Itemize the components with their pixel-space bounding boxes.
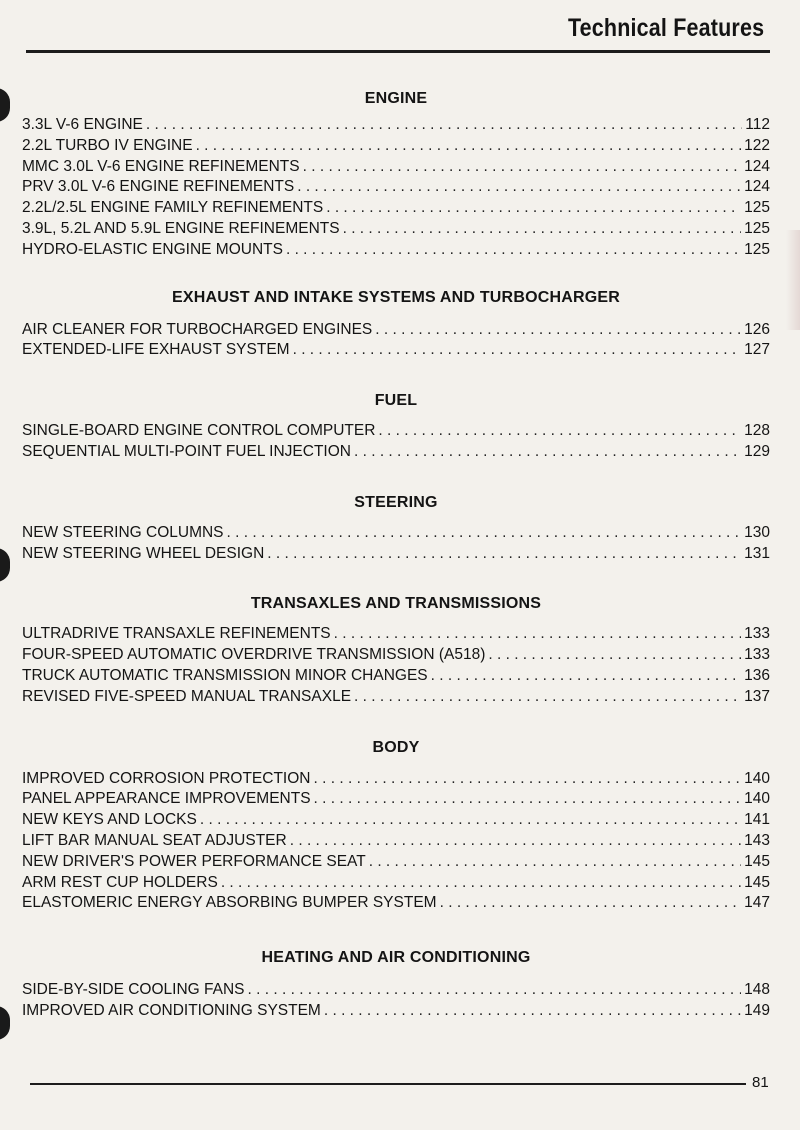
- section-heading: STEERING: [354, 493, 438, 511]
- title-rule: [26, 50, 770, 53]
- entry-title: NEW STEERING COLUMNS: [22, 523, 224, 541]
- section-heading: ENGINE: [364, 90, 428, 107]
- entry-title: NEW DRIVER'S POWER PERFORMANCE SEAT: [22, 852, 366, 870]
- entry-title: SINGLE-BOARD ENGINE CONTROL COMPUTER: [22, 422, 376, 440]
- entry-title: HYDRO-ELASTIC ENGINE MOUNTS: [22, 240, 283, 258]
- entry-title: IMPROVED AIR CONDITIONING SYSTEM: [22, 1001, 321, 1019]
- entry-title: 3.3L V-6 ENGINE: [22, 116, 143, 133]
- entry-page: 137: [744, 687, 770, 705]
- dot-leader: [334, 625, 742, 643]
- entry-page: 125: [744, 199, 770, 217]
- dot-leader: [293, 341, 742, 359]
- toc-entry[interactable]: [22, 220, 770, 241]
- section-fuel: [22, 392, 770, 464]
- entry-page: 141: [744, 811, 770, 829]
- entry-page: 133: [744, 646, 770, 664]
- dot-leader: [303, 158, 742, 176]
- binder-hole: [0, 548, 10, 582]
- toc-entry[interactable]: [22, 625, 770, 646]
- dot-leader: [314, 790, 742, 808]
- entry-title: NEW STEERING WHEEL DESIGN: [22, 544, 265, 562]
- footer-rule: [30, 1083, 746, 1085]
- toc-entry[interactable]: [22, 524, 770, 545]
- entry-title: ULTRADRIVE TRANSAXLE REFINEMENTS: [22, 625, 331, 643]
- section-steering: [22, 494, 770, 566]
- toc-entry[interactable]: [22, 116, 770, 137]
- entry-page: 129: [744, 442, 770, 460]
- dot-leader: [378, 422, 741, 440]
- dot-leader: [440, 894, 742, 912]
- toc-entry[interactable]: [22, 158, 770, 179]
- table-of-contents: [22, 90, 770, 1023]
- entry-page: 143: [744, 831, 770, 849]
- section-heading: BODY: [372, 738, 420, 756]
- entry-page: 140: [744, 769, 770, 787]
- page-title: Technical Features: [567, 14, 764, 42]
- toc-entry[interactable]: [22, 790, 770, 811]
- entry-title: FOUR-SPEED AUTOMATIC OVERDRIVE TRANSMISSION (A518): [22, 646, 486, 664]
- dot-leader: [290, 832, 741, 850]
- section-heading: EXHAUST AND INTAKE SYSTEMS AND TURBOCHARGER: [171, 288, 621, 306]
- entry-page: 147: [744, 894, 770, 912]
- entry-page: 127: [744, 341, 770, 359]
- entry-list: [22, 981, 770, 1023]
- entry-title: AIR CLEANER FOR TURBOCHARGED ENGINES: [22, 320, 373, 338]
- dot-leader: [196, 137, 742, 155]
- entry-title: IMPROVED CORROSION PROTECTION: [22, 769, 311, 787]
- entry-title: PRV 3.0L V-6 ENGINE REFINEMENTS: [22, 178, 295, 196]
- dot-leader: [354, 688, 741, 706]
- section-exhaust: [22, 289, 770, 363]
- entry-title: ELASTOMERIC ENERGY ABSORBING BUMPER SYSTEM: [22, 894, 437, 912]
- dot-leader: [354, 443, 741, 461]
- toc-entry[interactable]: [22, 341, 770, 362]
- dot-leader: [343, 220, 742, 238]
- entry-page: 122: [744, 136, 770, 154]
- entry-title: PANEL APPEARANCE IMPROVEMENTS: [22, 790, 311, 808]
- dot-leader: [267, 545, 741, 563]
- dot-leader: [324, 1002, 741, 1020]
- entry-title: NEW KEYS AND LOCKS: [22, 811, 197, 829]
- toc-entry[interactable]: [22, 874, 770, 895]
- section-heading: TRANSAXLES AND TRANSMISSIONS: [250, 595, 542, 613]
- dot-leader: [200, 811, 741, 829]
- dot-leader: [314, 770, 742, 788]
- dot-leader: [286, 241, 741, 259]
- toc-entry[interactable]: [22, 1002, 770, 1023]
- entry-page: 140: [744, 790, 770, 808]
- dot-leader: [326, 199, 741, 217]
- toc-entry[interactable]: [22, 811, 770, 832]
- entry-title: EXTENDED-LIFE EXHAUST SYSTEM: [22, 341, 290, 359]
- entry-page: 149: [744, 1001, 770, 1019]
- entry-title: TRUCK AUTOMATIC TRANSMISSION MINOR CHANGES: [22, 666, 428, 684]
- section-transaxles: [22, 595, 770, 708]
- section-heading: FUEL: [374, 392, 418, 410]
- entry-page: 124: [744, 178, 770, 196]
- toc-entry[interactable]: [22, 688, 770, 709]
- entry-title: 3.9L, 5.2L AND 5.9L ENGINE REFINEMENTS: [22, 219, 340, 237]
- toc-entry[interactable]: [22, 832, 770, 853]
- dot-leader: [488, 646, 741, 664]
- toc-entry[interactable]: [22, 853, 770, 874]
- binder-hole: [0, 1006, 10, 1040]
- dot-leader: [221, 874, 741, 892]
- dot-leader: [227, 524, 742, 542]
- entry-list: [22, 625, 770, 708]
- toc-entry[interactable]: [22, 545, 770, 566]
- section-heating: [22, 949, 770, 1023]
- toc-entry[interactable]: [22, 199, 770, 220]
- entry-page: 112: [745, 116, 770, 133]
- entry-list: [22, 422, 770, 464]
- page-edge-shade: [786, 230, 800, 330]
- entry-list: [22, 770, 770, 916]
- section-engine: [22, 90, 770, 262]
- entry-title: MMC 3.0L V-6 ENGINE REFINEMENTS: [22, 157, 300, 175]
- entry-page: 124: [744, 157, 770, 175]
- toc-entry[interactable]: [22, 770, 770, 791]
- toc-entry[interactable]: [22, 443, 770, 464]
- toc-entry[interactable]: [22, 981, 770, 1002]
- toc-entry[interactable]: [22, 241, 770, 262]
- toc-entry[interactable]: [22, 178, 770, 199]
- dot-leader: [146, 116, 742, 134]
- entry-page: 126: [744, 320, 770, 338]
- section-heading: HEATING AND AIR CONDITIONING: [261, 949, 531, 967]
- dot-leader: [431, 667, 742, 685]
- dot-leader: [375, 321, 741, 339]
- toc-entry[interactable]: [22, 646, 770, 667]
- entry-list: [22, 116, 770, 262]
- entry-page: 131: [744, 544, 770, 562]
- entry-page: 136: [744, 666, 770, 684]
- entry-title: ARM REST CUP HOLDERS: [22, 873, 218, 891]
- entry-page: 145: [744, 873, 770, 891]
- entry-list: [22, 524, 770, 566]
- toc-entry[interactable]: [22, 422, 770, 443]
- entry-page: 130: [744, 523, 770, 541]
- entry-title: 2.2L/2.5L ENGINE FAMILY REFINEMENTS: [22, 199, 324, 217]
- toc-entry[interactable]: [22, 137, 770, 158]
- dot-leader: [369, 853, 741, 871]
- binder-hole: [0, 88, 10, 122]
- entry-page: 128: [744, 422, 770, 440]
- entry-page: 125: [744, 219, 770, 237]
- entry-page: 148: [744, 981, 770, 999]
- entry-title: SIDE-BY-SIDE COOLING FANS: [22, 981, 245, 999]
- section-body: [22, 739, 770, 916]
- entry-title: 2.2L TURBO IV ENGINE: [22, 136, 193, 154]
- entry-title: REVISED FIVE-SPEED MANUAL TRANSAXLE: [22, 687, 352, 705]
- page-number: 81: [752, 1074, 769, 1091]
- entry-title: LIFT BAR MANUAL SEAT ADJUSTER: [22, 831, 287, 849]
- entry-page: 125: [744, 240, 770, 258]
- dot-leader: [248, 981, 742, 999]
- entry-list: [22, 321, 770, 363]
- dot-leader: [297, 178, 741, 196]
- toc-entry[interactable]: [22, 321, 770, 342]
- toc-entry[interactable]: [22, 894, 770, 915]
- entry-page: 133: [744, 625, 770, 643]
- entry-page: 145: [744, 852, 770, 870]
- toc-entry[interactable]: [22, 667, 770, 688]
- entry-title: SEQUENTIAL MULTI-POINT FUEL INJECTION: [22, 442, 351, 460]
